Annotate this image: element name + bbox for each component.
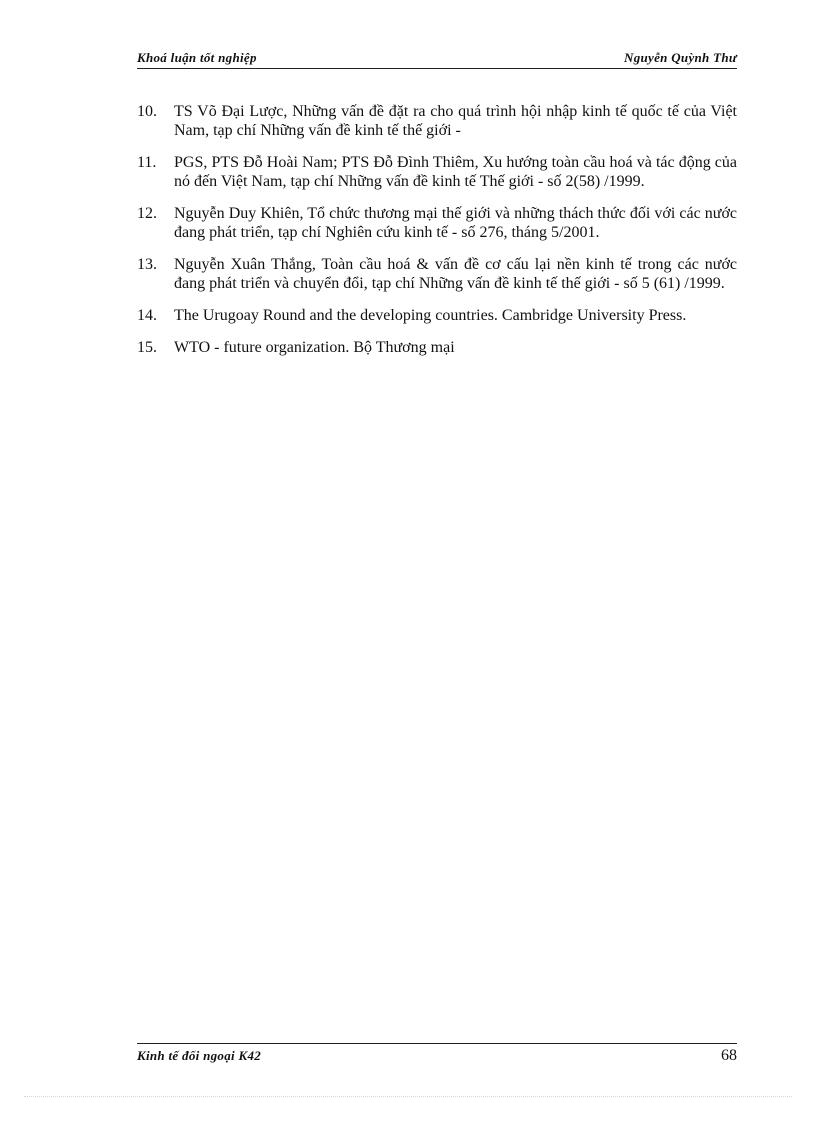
page-number: 68: [721, 1047, 737, 1064]
reference-text: The Urugoay Round and the developing countries. Cambridge University Press.: [174, 307, 687, 324]
reference-number: 12.: [137, 205, 157, 222]
reference-text: Nguyễn Duy Khiên, Tổ chức thương mại thế giới và những thách thức đối với các nước đang phát triển, tạp chí Nghiên cứu kinh tế - số 276, tháng 5/2001.: [174, 205, 737, 241]
reference-text: Nguyễn Xuân Thắng, Toàn cầu hoá & vấn đề cơ cấu lại nền kinh tế trong các nước đang phát triển và chuyển đổi, tạp chí Những vấn đề kinh tế thế giới - số 5 (61) /1999.: [174, 256, 737, 292]
reference-number: 15.: [137, 339, 157, 356]
reference-item-12: [137, 204, 737, 242]
reference-text: WTO - future organization. Bộ Thương mại: [174, 339, 455, 356]
page-header: [137, 48, 737, 69]
header-author-name: Nguyễn Quỳnh Thư: [624, 50, 737, 65]
reference-number: 14.: [137, 307, 157, 324]
reference-list: [137, 102, 737, 370]
footer-course-label: Kinh tế đối ngoại K42: [137, 1048, 262, 1063]
header-thesis-title: Khoá luận tốt nghiệp: [137, 50, 257, 65]
reference-item-14: [137, 306, 737, 325]
reference-item-13: [137, 255, 737, 293]
reference-item-11: [137, 153, 737, 191]
reference-item-10: [137, 102, 737, 140]
reference-number: 10.: [137, 103, 157, 120]
page-footer: [137, 1043, 737, 1068]
page-bottom-divider: [24, 1096, 792, 1097]
reference-item-15: [137, 338, 737, 357]
reference-number: 13.: [137, 256, 157, 273]
reference-number: 11.: [137, 154, 157, 171]
reference-text: PGS, PTS Đỗ Hoài Nam; PTS Đỗ Đình Thiêm, Xu hướng toàn cầu hoá và tác động của nó đến Việt Nam, tạp chí Những vấn đề kinh tế Thế giới - số 2(58) /1999.: [174, 154, 737, 190]
reference-text: TS Võ Đại Lược, Những vấn đề đặt ra cho quá trình hội nhập kinh tế quốc tế của Việt Nam, tạp chí Những vấn đề kinh tế thế giới -: [174, 103, 737, 139]
